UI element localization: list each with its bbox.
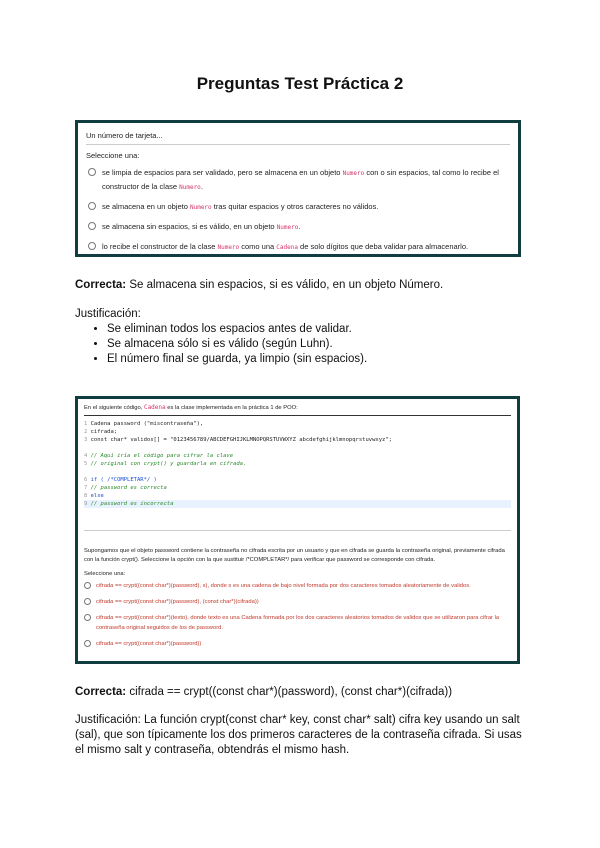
code-line: [84, 468, 511, 476]
correct-label: Correcta:: [75, 686, 127, 698]
code-line: 4 // Aquí iría el código para cifrar la clave: [84, 453, 234, 459]
q2-prompt: Seleccione una:: [84, 571, 126, 577]
justification-list: [75, 322, 525, 367]
q2-stem: En el siguiente código, Cadena es la clase implementada en la práctica 1 de POO:: [84, 404, 298, 411]
q2-option-2[interactable]: cifrada == crypt((const char*)(password), (const char*)(cifrada)): [84, 597, 511, 607]
q2-body: Supongamos que el objeto password contiene la contraseña no cifrada escrita por un usuario y que en cifrada se guarda la contraseña original, previamente cifrada con la función crypt(). Seleccione la opción con la que sustituir /*COMPLETAR*/ para verificar que password se corresponde con cifrada.: [84, 548, 505, 563]
justification-1: [75, 307, 525, 367]
q1-option-3[interactable]: se almacena sin espacios, si es válido, en un objeto Numero.: [86, 220, 510, 234]
q1-stem: Un número de tarjeta...: [86, 131, 163, 140]
code-line: 7 // password es correcta: [84, 485, 167, 491]
list-item: • Se eliminan todos los espacios antes de validar.: [107, 322, 525, 337]
justification-2: Justificación: La función crypt(const char* key, const char* salt) cifra key usando un salt (sal), que son típicamente los dos primeros caracteres de la contraseña cifrada. Si usas el mismo salt y contraseña, obtendrás el mismo hash.: [75, 714, 522, 756]
code-block: [84, 420, 511, 508]
list-item: • El número final se guarda, ya limpio (sin espacios).: [107, 352, 525, 367]
q2-option-3[interactable]: cifrada == crypt((const char*)(texto), donde texto es una Cadena formada por los dos caracteres aleatorios tomados de validos que se utilizaron para cifrar la contraseña original seguidos de los de password.: [84, 613, 511, 633]
q1-option-2[interactable]: se almacena en un objeto Numero tras quitar espacios y otros caracteres no válidos.: [86, 200, 510, 214]
q1-prompt: Seleccione una:: [86, 151, 140, 160]
divider: [86, 144, 510, 145]
radio-button[interactable]: [88, 202, 96, 210]
code-line: 1 Cadena password ("miscontraseña"),: [84, 421, 204, 427]
q2-option-4[interactable]: cifrada == crypt((const char*)(password)): [84, 639, 511, 649]
q1-option-4[interactable]: lo recibe el constructor de la clase Numero como una Cadena de solo dígitos que deba validar para almacenarlo.: [86, 240, 510, 254]
radio-button[interactable]: [84, 614, 91, 621]
q2-options: [84, 581, 511, 649]
answer-1: [75, 278, 525, 293]
radio-button[interactable]: [88, 222, 96, 230]
code-line: 8 else: [84, 493, 104, 499]
answer-2: [75, 685, 525, 700]
question-1-box: [75, 120, 521, 257]
code-line: 5 // original con crypt() y guardarla en cifrada.: [84, 461, 247, 467]
question-2-box: [75, 396, 520, 664]
divider: [84, 415, 511, 416]
code-line: 3 const char* validos[] = "0123456789/ABCDEFGHIJKLMNOPQRSTUVWXYZ abcdefghijklmnopqrstuvwxyz";: [84, 437, 392, 443]
list-item: • Se almacena sólo si es válido (según Luhn).: [107, 337, 525, 352]
correct-text: Se almacena sin espacios, si es válido, en un objeto Número.: [126, 279, 444, 291]
q1-options: [86, 166, 510, 254]
correct-text: cifrada == crypt((const char*)(password), (const char*)(cifrada)): [126, 686, 453, 698]
q1-option-1[interactable]: se limpia de espacios para ser validado, pero se almacena en un objeto Numero con o sin espacios, tal como lo recibe el constructor de la clase Numero.: [86, 166, 510, 194]
code-line: 9 // password es incorrecta: [84, 500, 511, 508]
code-line: 2 cifrada;: [84, 429, 118, 435]
justification-label: Justificación:: [75, 308, 141, 320]
code-line: 6 if ( /*COMPLETAR*/ ): [84, 477, 157, 483]
radio-button[interactable]: [88, 242, 96, 250]
q2-option-1[interactable]: cifrada == crypt((const char*)(password), s), donde s es una cadena de bajo nivel formada por dos caracteres tomados aleatoriamente de validos.: [84, 581, 511, 591]
code-line: [84, 444, 511, 452]
radio-button[interactable]: [84, 640, 91, 647]
radio-button[interactable]: [84, 582, 91, 589]
correct-label: Correcta:: [75, 279, 127, 291]
radio-button[interactable]: [84, 598, 91, 605]
page-title: Preguntas Test Práctica 2: [196, 74, 404, 93]
divider: [84, 530, 511, 531]
radio-button[interactable]: [88, 168, 96, 176]
